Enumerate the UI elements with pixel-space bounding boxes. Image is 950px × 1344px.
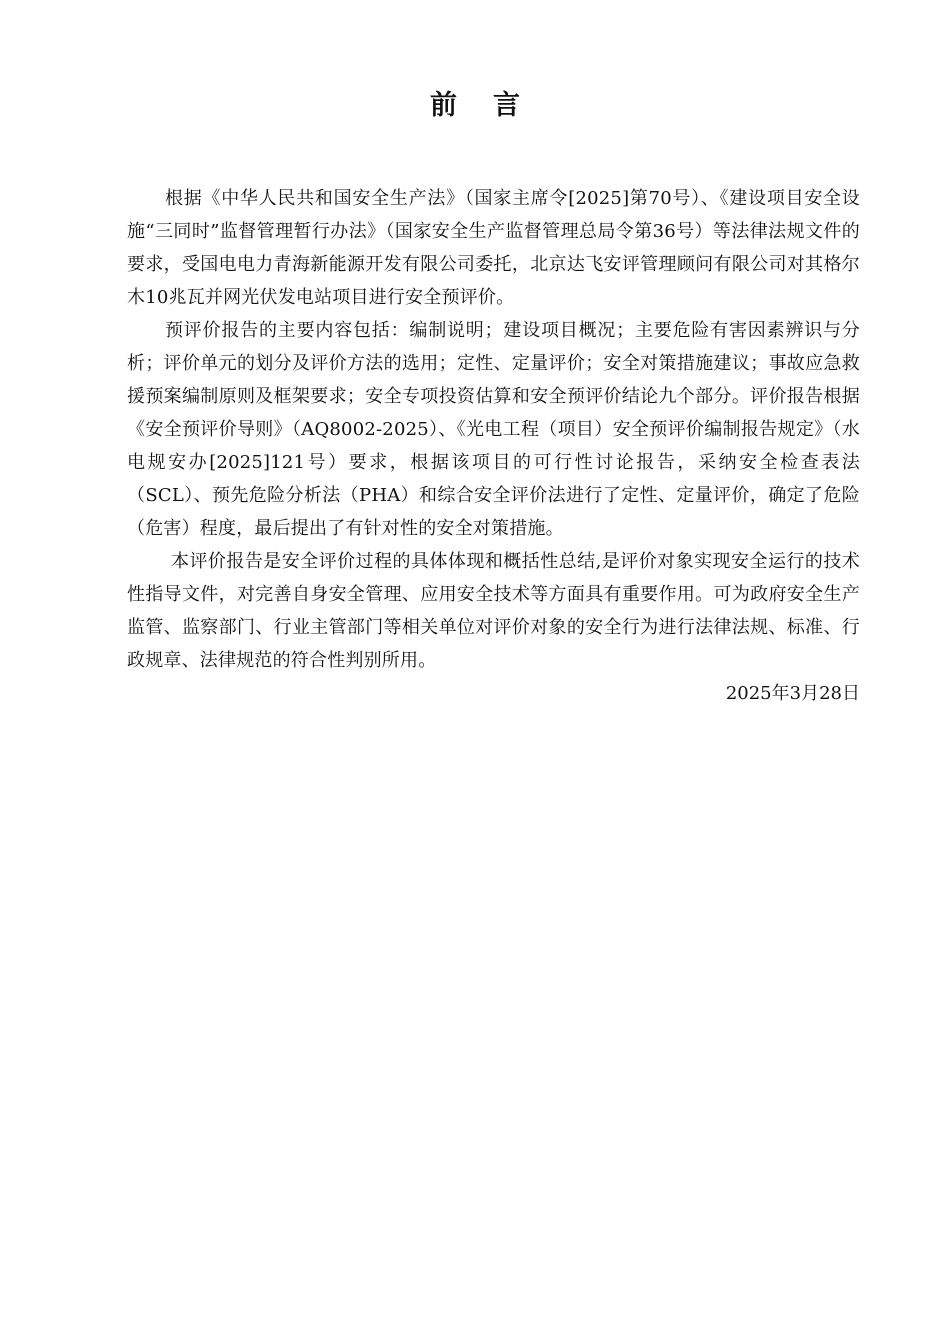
page-title — [0, 84, 950, 128]
paragraph-report-purpose: 本评价报告是安全评价过程的具体体现和概括性总结,是评价对象实现安全运行的技术性指导文件，对完善自身安全管理、应用安全技术等方面具有重要作用。可为政府安全生产监管、监察部门、行业主管部门等相关单位对评价对象的安全行为进行法律法规、标准、行政规章、法律规范的符合性判别所用。 — [127, 551, 860, 671]
preface-body — [127, 182, 860, 710]
paragraph-legal-basis: 根据《中华人民共和国安全生产法》（国家主席令[2025]第70号）、《建设项目安全设施“三同时”监督管理暂行办法》（国家安全生产监督管理总局令第36号）等法律法规文件的要求，受国电电力青海新能源开发有限公司委托，北京达飞安评管理顾问有限公司对其格尔木10兆瓦并网光伏发电站项目进行安全预评价。 — [127, 188, 860, 308]
title-char-2: 言 — [493, 90, 520, 121]
report-date: 2025年3月28日 — [725, 683, 860, 704]
title-char-1: 前 — [430, 90, 457, 121]
paragraph-report-contents: 预评价报告的主要内容包括：编制说明；建设项目概况；主要危险有害因素辨识与分析；评价单元的划分及评价方法的选用；定性、定量评价；安全对策措施建议；事故应急救援预案编制原则及框架要求；安全专项投资估算和安全预评价结论九个部分。评价报告根据《安全预评价导则》（AQ8002-2025）、《光电工程（项目）安全预评价编制报告规定》（水电规安办[2025]121号）要求，根据该项目的可行性讨论报告，采纳安全检查表法（SCL）、预先危险分析法（PHA）和综合安全评价法进行了定性、定量评价，确定了危险（危害）程度，最后提出了有针对性的安全对策措施。 — [127, 320, 860, 539]
